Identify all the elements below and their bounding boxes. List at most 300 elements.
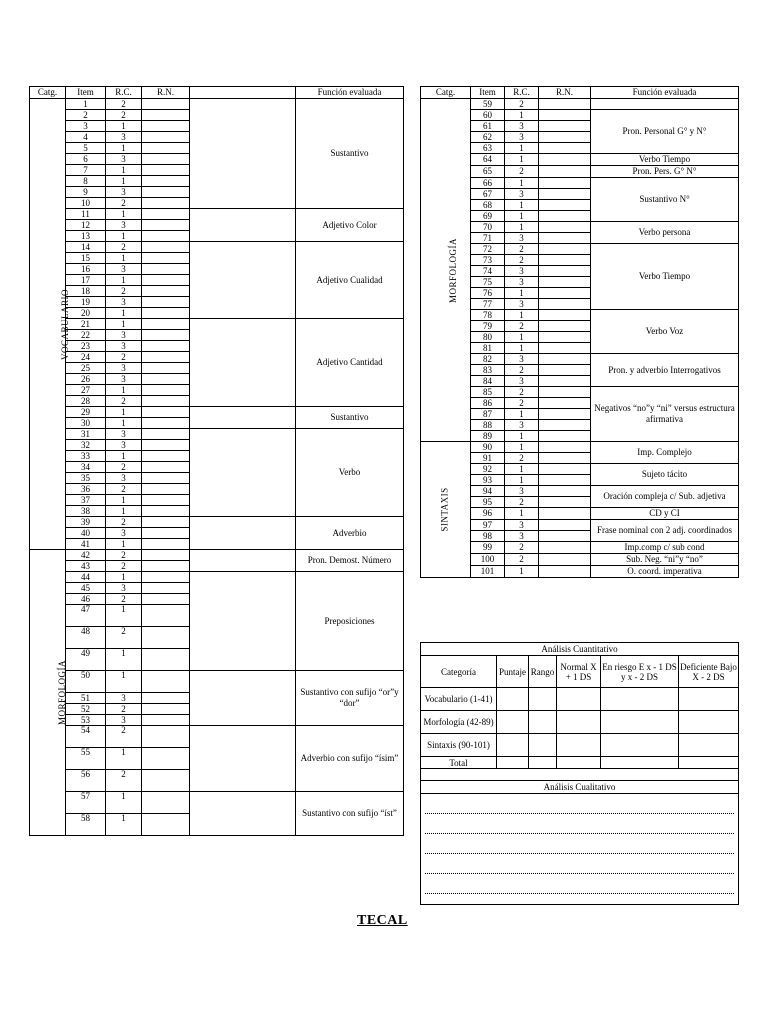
rc-value: 3 [106, 154, 142, 165]
rn-input-cell[interactable] [539, 464, 591, 475]
header-item: Item [471, 87, 505, 99]
input-cell[interactable] [679, 711, 739, 734]
rn-input-cell[interactable] [539, 566, 591, 578]
item-number: 90 [471, 442, 505, 453]
rc-value: 2 [106, 484, 142, 495]
function-cell: Imp.comp c/ sub cond [591, 542, 739, 554]
rc-value: 1 [505, 343, 539, 354]
item-number: 84 [471, 376, 505, 387]
item-number: 96 [471, 508, 505, 520]
rn-input-cell[interactable] [142, 572, 190, 583]
rc-value: 3 [106, 715, 142, 726]
rn-input-cell[interactable] [539, 132, 591, 143]
input-cell[interactable] [557, 711, 601, 734]
item-number: 76 [471, 288, 505, 299]
input-cell[interactable] [529, 734, 557, 757]
rc-value: 3 [505, 277, 539, 288]
item-number: 16 [66, 264, 106, 275]
table-row [30, 726, 404, 748]
input-cell[interactable] [557, 757, 601, 769]
rn-input-cell[interactable] [142, 253, 190, 264]
rn-input-cell[interactable] [142, 605, 190, 627]
rc-value: 1 [106, 605, 142, 627]
rn-input-cell[interactable] [539, 508, 591, 520]
item-number: 54 [66, 726, 106, 748]
rc-value: 2 [505, 453, 539, 464]
category-label: SINTAXIS [440, 487, 450, 532]
item-number: 7 [66, 165, 106, 176]
rn-input-cell[interactable] [142, 583, 190, 594]
rn-input-cell[interactable] [142, 242, 190, 253]
table-row [30, 517, 404, 528]
function-cell: Imp. Complejo [591, 442, 739, 464]
item-number: 6 [66, 154, 106, 165]
rc-value: 3 [505, 299, 539, 310]
input-cell[interactable] [601, 688, 679, 711]
rn-input-cell[interactable] [539, 431, 591, 442]
rc-value: 3 [106, 374, 142, 385]
quantitative-title: Análisis Cuantitativo [421, 643, 739, 656]
rn-input-cell[interactable] [539, 266, 591, 277]
rc-value: 3 [106, 440, 142, 451]
item-number: 93 [471, 475, 505, 486]
rn-input-cell[interactable] [142, 165, 190, 176]
item-number: 17 [66, 275, 106, 286]
input-cell[interactable] [679, 734, 739, 757]
rn-input-cell[interactable] [539, 310, 591, 321]
header-row [30, 87, 404, 99]
rc-value: 3 [106, 264, 142, 275]
rn-input-cell[interactable] [142, 198, 190, 209]
item-number: 48 [66, 627, 106, 649]
table-row [30, 671, 404, 693]
rn-input-cell[interactable] [539, 453, 591, 464]
rn-input-cell[interactable] [142, 693, 190, 704]
item-number: 97 [471, 520, 505, 531]
rn-input-cell[interactable] [142, 484, 190, 495]
rn-input-cell[interactable] [539, 255, 591, 266]
item-number: 39 [66, 517, 106, 528]
table-row [421, 99, 739, 110]
item-number: 85 [471, 387, 505, 398]
rc-value: 1 [505, 110, 539, 121]
rn-input-cell[interactable] [539, 354, 591, 365]
item-number: 59 [471, 99, 505, 110]
rc-value: 1 [505, 288, 539, 299]
rn-input-cell[interactable] [142, 495, 190, 506]
rc-value: 1 [106, 451, 142, 462]
rc-value: 1 [505, 566, 539, 578]
item-number: 70 [471, 222, 505, 233]
item-number: 77 [471, 299, 505, 310]
function-cell: Negativos “no”y “ni” versus estructura afirmativa [591, 387, 739, 442]
rc-value: 1 [106, 165, 142, 176]
rn-input-cell[interactable] [539, 420, 591, 431]
rc-value: 1 [505, 143, 539, 154]
input-cell[interactable] [557, 734, 601, 757]
rn-input-cell[interactable] [539, 143, 591, 154]
function-cell: Sustantivo N° [591, 178, 739, 222]
item-number: 61 [471, 121, 505, 132]
rn-input-cell[interactable] [539, 154, 591, 166]
input-cell[interactable] [601, 734, 679, 757]
rn-input-cell[interactable] [539, 189, 591, 200]
rn-input-cell[interactable] [539, 178, 591, 189]
row-sintaxis: Sintaxis (90-101) [421, 734, 497, 757]
rc-value: 3 [505, 189, 539, 200]
blank-cell [190, 99, 296, 209]
rc-value: 1 [106, 176, 142, 187]
rn-input-cell[interactable] [539, 233, 591, 244]
rc-value: 3 [106, 330, 142, 341]
item-number: 21 [66, 319, 106, 330]
rc-value: 1 [106, 506, 142, 517]
col-normal: Normal X + 1 DS [557, 656, 601, 688]
rc-value: 3 [106, 363, 142, 374]
item-number: 11 [66, 209, 106, 220]
rc-value: 1 [106, 253, 142, 264]
category-label: MORFOLOGÍA [57, 659, 68, 726]
item-number: 19 [66, 297, 106, 308]
rc-value: 1 [106, 539, 142, 550]
rn-input-cell[interactable] [539, 486, 591, 497]
rn-input-cell[interactable] [142, 352, 190, 363]
rn-input-cell[interactable] [539, 200, 591, 211]
rc-value: 2 [106, 110, 142, 121]
rn-input-cell[interactable] [539, 376, 591, 387]
item-number: 5 [66, 143, 106, 154]
rn-input-cell[interactable] [539, 299, 591, 310]
dotted-line [425, 834, 734, 854]
rn-input-cell[interactable] [539, 110, 591, 121]
rn-input-cell[interactable] [142, 374, 190, 385]
rn-input-cell[interactable] [142, 528, 190, 539]
rc-value: 2 [505, 542, 539, 554]
rn-input-cell[interactable] [142, 385, 190, 396]
function-cell: Sustantivo con sufijo “íst” [296, 792, 404, 836]
rn-input-cell[interactable] [142, 539, 190, 550]
item-number: 64 [471, 154, 505, 166]
rc-value: 2 [106, 462, 142, 473]
header-rc: R.C. [106, 87, 142, 99]
header-rn: R.N. [539, 87, 591, 99]
rn-input-cell[interactable] [539, 365, 591, 376]
rn-input-cell[interactable] [142, 297, 190, 308]
rn-input-cell[interactable] [142, 770, 190, 792]
rn-input-cell[interactable] [539, 288, 591, 299]
item-number: 66 [471, 178, 505, 189]
rn-input-cell[interactable] [539, 497, 591, 508]
rc-value: 3 [505, 531, 539, 542]
rc-value: 1 [106, 275, 142, 286]
input-cell[interactable] [529, 711, 557, 734]
rc-value: 2 [106, 352, 142, 363]
rc-value: 2 [505, 497, 539, 508]
rc-value: 1 [106, 792, 142, 814]
rn-input-cell[interactable] [142, 275, 190, 286]
item-number: 75 [471, 277, 505, 288]
rn-input-cell[interactable] [539, 520, 591, 531]
rc-value: 3 [505, 121, 539, 132]
rn-input-cell[interactable] [539, 542, 591, 554]
rn-input-cell[interactable] [142, 649, 190, 671]
rn-input-cell[interactable] [142, 121, 190, 132]
rc-value: 1 [106, 671, 142, 693]
table-row [421, 442, 739, 453]
rn-input-cell[interactable] [142, 473, 190, 484]
rn-input-cell[interactable] [539, 222, 591, 233]
rn-input-cell[interactable] [539, 554, 591, 566]
item-number: 50 [66, 671, 106, 693]
rn-input-cell[interactable] [142, 561, 190, 572]
rn-input-cell[interactable] [142, 407, 190, 418]
item-number: 53 [66, 715, 106, 726]
table-row [30, 319, 404, 330]
item-number: 87 [471, 409, 505, 420]
item-number: 60 [471, 110, 505, 121]
blank-cell [190, 429, 296, 517]
rn-input-cell[interactable] [142, 99, 190, 110]
item-number: 47 [66, 605, 106, 627]
item-number: 26 [66, 374, 106, 385]
item-number: 32 [66, 440, 106, 451]
item-number: 51 [66, 693, 106, 704]
rc-value: 3 [505, 420, 539, 431]
item-number: 57 [66, 792, 106, 814]
item-number: 10 [66, 198, 106, 209]
rn-input-cell[interactable] [142, 308, 190, 319]
rn-input-cell[interactable] [142, 792, 190, 814]
rn-input-cell[interactable] [142, 550, 190, 561]
rn-input-cell[interactable] [539, 398, 591, 409]
rn-input-cell[interactable] [539, 99, 591, 110]
rn-input-cell[interactable] [539, 442, 591, 453]
rn-input-cell[interactable] [539, 475, 591, 486]
rn-input-cell[interactable] [142, 132, 190, 143]
table-row [30, 99, 404, 110]
rc-value: 3 [505, 376, 539, 387]
input-cell[interactable] [529, 757, 557, 769]
rn-input-cell[interactable] [539, 121, 591, 132]
input-cell[interactable] [497, 734, 529, 757]
rc-value: 2 [106, 242, 142, 253]
item-number: 36 [66, 484, 106, 495]
quantitative-analysis-table [420, 642, 739, 905]
item-number: 78 [471, 310, 505, 321]
rc-value: 2 [106, 726, 142, 748]
rc-value: 3 [106, 429, 142, 440]
rn-input-cell[interactable] [142, 330, 190, 341]
rn-input-cell[interactable] [142, 176, 190, 187]
input-cell[interactable] [529, 688, 557, 711]
item-number: 3 [66, 121, 106, 132]
input-cell[interactable] [679, 688, 739, 711]
rn-input-cell[interactable] [142, 110, 190, 121]
rn-input-cell[interactable] [539, 531, 591, 542]
item-number: 68 [471, 200, 505, 211]
item-number: 2 [66, 110, 106, 121]
item-number: 80 [471, 332, 505, 343]
blank-cell [190, 319, 296, 407]
rn-input-cell[interactable] [539, 321, 591, 332]
header-blank [190, 87, 296, 99]
category-cell [30, 99, 71, 550]
dotted-line [425, 814, 734, 834]
rc-value: 1 [106, 121, 142, 132]
rn-input-cell[interactable] [142, 748, 190, 770]
item-number: 74 [471, 266, 505, 277]
rc-value: 2 [106, 627, 142, 649]
item-number: 30 [66, 418, 106, 429]
item-number: 44 [66, 572, 106, 583]
rn-input-cell[interactable] [142, 814, 190, 836]
rc-value: 1 [106, 143, 142, 154]
rn-input-cell[interactable] [142, 627, 190, 649]
rc-value: 2 [106, 561, 142, 572]
rn-input-cell[interactable] [142, 231, 190, 242]
rn-input-cell[interactable] [142, 264, 190, 275]
col-riesgo: En riesgo E x - 1 DS y x - 2 DS [601, 656, 679, 688]
rn-input-cell[interactable] [142, 319, 190, 330]
rn-input-cell[interactable] [142, 396, 190, 407]
header-rc: R.C. [505, 87, 539, 99]
col-rango: Rango [529, 656, 557, 688]
input-cell[interactable] [679, 757, 739, 769]
rc-value: 3 [106, 297, 142, 308]
item-number: 58 [66, 814, 106, 836]
rc-value: 2 [505, 398, 539, 409]
function-cell: Sustantivo [296, 407, 404, 429]
function-cell: Pron. Demost. Número [296, 550, 404, 572]
header-funcion: Función evaluada [591, 87, 739, 99]
item-number: 65 [471, 166, 505, 178]
rn-input-cell[interactable] [539, 277, 591, 288]
rn-input-cell[interactable] [142, 726, 190, 748]
category-label: VOCABULARIO [60, 288, 71, 360]
function-cell: Sub. Neg. “ni”y “no” [591, 554, 739, 566]
rn-input-cell[interactable] [539, 409, 591, 420]
item-number: 1 [66, 99, 106, 110]
item-number: 40 [66, 528, 106, 539]
rc-value: 3 [505, 354, 539, 365]
rn-input-cell[interactable] [539, 211, 591, 222]
rn-input-cell[interactable] [142, 462, 190, 473]
item-number: 63 [471, 143, 505, 154]
item-number: 56 [66, 770, 106, 792]
rc-value: 2 [106, 704, 142, 715]
blank-cell [190, 550, 296, 572]
rc-value: 2 [505, 321, 539, 332]
rc-value: 1 [106, 385, 142, 396]
input-cell[interactable] [557, 688, 601, 711]
dotted-line [425, 854, 734, 874]
rc-value: 1 [505, 222, 539, 233]
function-cell: Pron. y adverbio Interrogativos [591, 354, 739, 387]
rn-input-cell[interactable] [142, 363, 190, 374]
rn-input-cell[interactable] [142, 671, 190, 693]
function-cell: Verbo Tiempo [591, 154, 739, 166]
rc-value: 2 [106, 396, 142, 407]
item-number: 18 [66, 286, 106, 297]
rc-value: 1 [106, 495, 142, 506]
item-number: 27 [66, 385, 106, 396]
item-number: 4 [66, 132, 106, 143]
rn-input-cell[interactable] [142, 154, 190, 165]
rc-value: 2 [505, 255, 539, 266]
rc-value: 3 [505, 266, 539, 277]
rn-input-cell[interactable] [142, 220, 190, 231]
input-cell[interactable] [497, 711, 529, 734]
function-cell: Oración compleja c/ Sub. adjetiva [591, 486, 739, 508]
rc-value: 1 [505, 442, 539, 453]
input-cell[interactable] [601, 711, 679, 734]
item-number: 83 [471, 365, 505, 376]
item-number: 41 [66, 539, 106, 550]
function-cell [591, 99, 739, 110]
rn-input-cell[interactable] [142, 143, 190, 154]
rc-value: 2 [505, 365, 539, 376]
input-cell[interactable] [497, 757, 529, 769]
rn-input-cell[interactable] [142, 209, 190, 220]
item-number: 62 [471, 132, 505, 143]
rn-input-cell[interactable] [539, 387, 591, 398]
item-number: 22 [66, 330, 106, 341]
rn-input-cell[interactable] [142, 429, 190, 440]
table-row [30, 572, 404, 583]
rn-input-cell[interactable] [142, 451, 190, 462]
rn-input-cell[interactable] [142, 286, 190, 297]
item-number: 94 [471, 486, 505, 497]
rn-input-cell[interactable] [142, 187, 190, 198]
item-number: 99 [471, 542, 505, 554]
row-vocabulario: Vocabulario (1-41) [421, 688, 497, 711]
rn-input-cell[interactable] [539, 166, 591, 178]
rn-input-cell[interactable] [142, 506, 190, 517]
function-cell: Adverbio [296, 517, 404, 550]
qualitative-notes-area[interactable] [421, 794, 739, 905]
rn-input-cell[interactable] [539, 332, 591, 343]
blank-cell [190, 572, 296, 671]
item-number: 29 [66, 407, 106, 418]
item-number: 71 [471, 233, 505, 244]
category-cell [421, 99, 471, 442]
rc-value: 2 [505, 99, 539, 110]
rn-input-cell[interactable] [539, 244, 591, 255]
rc-value: 1 [106, 418, 142, 429]
left-score-table [29, 86, 404, 836]
rn-input-cell[interactable] [142, 517, 190, 528]
rn-input-cell[interactable] [142, 418, 190, 429]
rn-input-cell[interactable] [142, 594, 190, 605]
rn-input-cell[interactable] [142, 715, 190, 726]
input-cell[interactable] [497, 688, 529, 711]
col-categoria: Categoría [421, 656, 497, 688]
input-cell[interactable] [601, 757, 679, 769]
rc-value: 1 [505, 508, 539, 520]
header-catg: Catg. [421, 87, 471, 99]
rn-input-cell[interactable] [142, 440, 190, 451]
rc-value: 2 [106, 198, 142, 209]
rn-input-cell[interactable] [142, 704, 190, 715]
col-puntaje: Puntaje [497, 656, 529, 688]
rc-value: 3 [505, 233, 539, 244]
rc-value: 2 [505, 166, 539, 178]
rc-value: 1 [505, 332, 539, 343]
rn-input-cell[interactable] [142, 341, 190, 352]
rn-input-cell[interactable] [539, 343, 591, 354]
item-number: 91 [471, 453, 505, 464]
item-number: 24 [66, 352, 106, 363]
